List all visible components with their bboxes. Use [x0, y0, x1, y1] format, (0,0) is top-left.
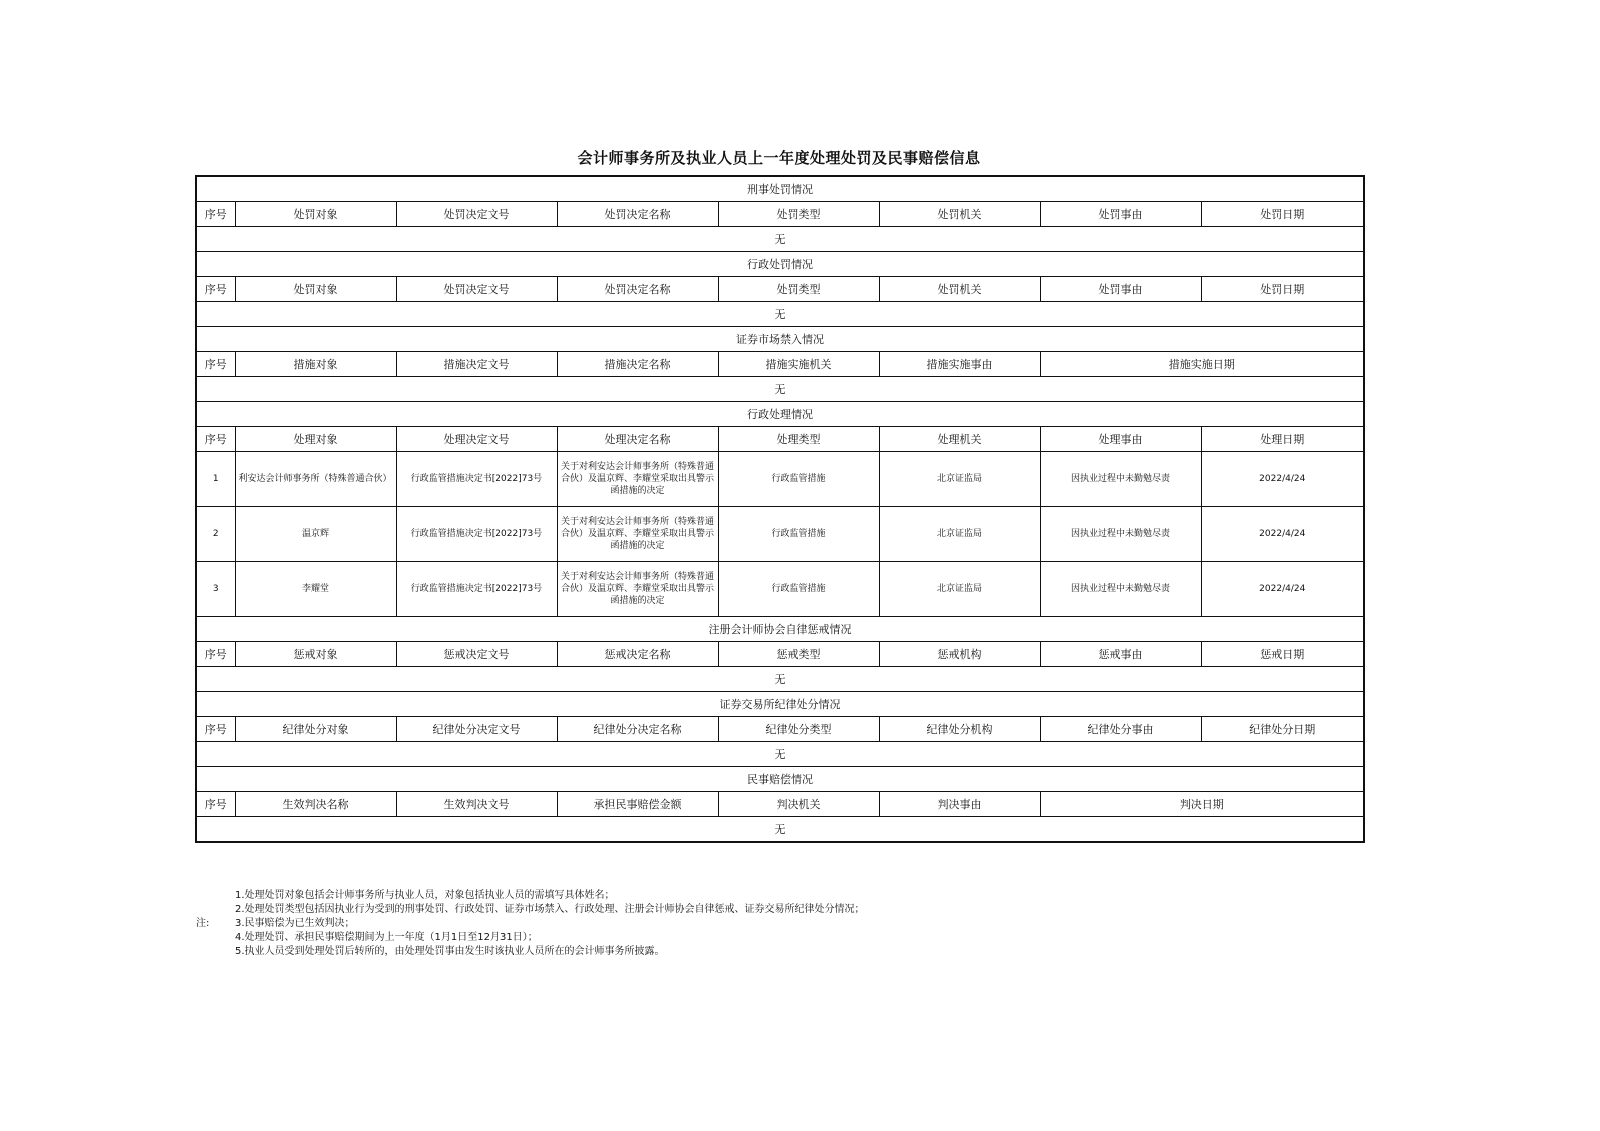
empty-cell: 无 — [196, 302, 1364, 327]
section-title-row — [196, 252, 1364, 277]
column-header: 纪律处分对象 — [235, 717, 396, 742]
column-header: 惩戒决定名称 — [557, 642, 718, 667]
table-cell: 北京证监局 — [879, 452, 1040, 507]
table-cell: 行政监管措施决定书[2022]73号 — [396, 452, 557, 507]
notes-list — [196, 889, 865, 959]
column-header: 判决日期 — [1040, 792, 1364, 817]
table-cell: 温京辉 — [235, 507, 396, 562]
empty-row — [196, 377, 1364, 402]
column-header: 处罚决定文号 — [396, 277, 557, 302]
column-header: 处理日期 — [1201, 427, 1364, 452]
table-cell: 关于对利安达会计师事务所（特殊普通合伙）及温京辉、李耀堂采取出具警示函措施的决定 — [557, 507, 718, 562]
table-cell: 2022/4/24 — [1201, 507, 1364, 562]
column-header: 纪律处分日期 — [1201, 717, 1364, 742]
column-header: 承担民事赔偿金额 — [557, 792, 718, 817]
note-item: 5.执业人员受到处理处罚后转所的，由处理处罚事由发生时该执业人员所在的会计师事务所披露。 — [235, 946, 665, 957]
column-header: 措施实施机关 — [718, 352, 879, 377]
section-title: 民事赔偿情况 — [196, 767, 1364, 792]
note-item: 4.处理处罚、承担民事赔偿期间为上一年度（1月1日至12月31日）； — [235, 932, 538, 943]
table-cell: 2022/4/24 — [1201, 562, 1364, 617]
section-title-row — [196, 617, 1364, 642]
column-header: 惩戒决定文号 — [396, 642, 557, 667]
table-cell: 行政监管措施 — [718, 452, 879, 507]
column-header: 处罚类型 — [718, 277, 879, 302]
empty-cell: 无 — [196, 377, 1364, 402]
column-header: 处罚对象 — [235, 277, 396, 302]
column-header: 处罚决定名称 — [557, 202, 718, 227]
column-header: 惩戒对象 — [235, 642, 396, 667]
column-header: 惩戒类型 — [718, 642, 879, 667]
empty-row — [196, 742, 1364, 767]
section-title-row — [196, 402, 1364, 427]
note-item: 2.处理处罚类型包括因执业行为受到的刑事处罚、行政处罚、证券市场禁入、行政处理、注册会计师协会自律惩戒、证券交易所纪律处分情况； — [235, 904, 865, 915]
table-row — [196, 507, 1364, 562]
table-cell: 2 — [196, 507, 235, 562]
column-header: 处理事由 — [1040, 427, 1201, 452]
table-row — [196, 562, 1364, 617]
column-header: 处罚事由 — [1040, 277, 1201, 302]
table-cell: 关于对利安达会计师事务所（特殊普通合伙）及温京辉、李耀堂采取出具警示函措施的决定 — [557, 562, 718, 617]
column-header: 处罚事由 — [1040, 202, 1201, 227]
column-header: 纪律处分类型 — [718, 717, 879, 742]
section-title: 注册会计师协会自律惩戒情况 — [196, 617, 1364, 642]
column-header: 纪律处分决定名称 — [557, 717, 718, 742]
column-header: 序号 — [196, 642, 235, 667]
column-header: 处罚决定名称 — [557, 277, 718, 302]
section-title: 证券交易所纪律处分情况 — [196, 692, 1364, 717]
empty-cell: 无 — [196, 667, 1364, 692]
table-cell: 因执业过程中未勤勉尽责 — [1040, 452, 1201, 507]
column-header: 处罚类型 — [718, 202, 879, 227]
section-title-row — [196, 767, 1364, 792]
section-title: 行政处理情况 — [196, 402, 1364, 427]
column-header: 纪律处分机构 — [879, 717, 1040, 742]
empty-cell: 无 — [196, 742, 1364, 767]
empty-row — [196, 227, 1364, 252]
column-header-row — [196, 717, 1364, 742]
note-item: 3.民事赔偿为已生效判决； — [235, 918, 355, 929]
empty-cell: 无 — [196, 817, 1364, 843]
column-header: 序号 — [196, 352, 235, 377]
table-cell: 北京证监局 — [879, 562, 1040, 617]
column-header: 措施决定名称 — [557, 352, 718, 377]
table-cell: 关于对利安达会计师事务所（特殊普通合伙）及温京辉、李耀堂采取出具警示函措施的决定 — [557, 452, 718, 507]
column-header: 处罚机关 — [879, 202, 1040, 227]
column-header: 惩戒日期 — [1201, 642, 1364, 667]
column-header: 判决机关 — [718, 792, 879, 817]
column-header-row — [196, 642, 1364, 667]
empty-row — [196, 667, 1364, 692]
column-header: 纪律处分事由 — [1040, 717, 1201, 742]
column-header: 惩戒机构 — [879, 642, 1040, 667]
column-header: 处理类型 — [718, 427, 879, 452]
column-header: 处理决定名称 — [557, 427, 718, 452]
section-title: 证券市场禁入情况 — [196, 327, 1364, 352]
table-cell: 行政监管措施 — [718, 562, 879, 617]
column-header: 纪律处分决定文号 — [396, 717, 557, 742]
note-item: 1.处理处罚对象包括会计师事务所与执业人员，对象包括执业人员的需填写具体姓名； — [235, 890, 615, 901]
column-header: 生效判决文号 — [396, 792, 557, 817]
empty-row — [196, 302, 1364, 327]
notes-block — [196, 889, 865, 959]
penalty-info-table — [195, 175, 1365, 843]
page-title: 会计师事务所及执业人员上一年度处理处罚及民事赔偿信息 — [577, 149, 981, 167]
column-header: 处罚机关 — [879, 277, 1040, 302]
column-header: 生效判决名称 — [235, 792, 396, 817]
column-header: 序号 — [196, 717, 235, 742]
table-cell: 北京证监局 — [879, 507, 1040, 562]
empty-row — [196, 817, 1364, 843]
column-header: 措施实施事由 — [879, 352, 1040, 377]
column-header: 处罚日期 — [1201, 277, 1364, 302]
empty-cell: 无 — [196, 227, 1364, 252]
table-row — [196, 452, 1364, 507]
column-header: 处罚决定文号 — [396, 202, 557, 227]
table-cell: 2022/4/24 — [1201, 452, 1364, 507]
notes-label: 注: — [196, 918, 210, 929]
table-cell: 因执业过程中未勤勉尽责 — [1040, 562, 1201, 617]
column-header: 处罚日期 — [1201, 202, 1364, 227]
column-header-row — [196, 277, 1364, 302]
column-header: 处罚对象 — [235, 202, 396, 227]
column-header: 序号 — [196, 277, 235, 302]
table-cell: 李耀堂 — [235, 562, 396, 617]
column-header: 序号 — [196, 427, 235, 452]
table-cell: 1 — [196, 452, 235, 507]
column-header: 措施决定文号 — [396, 352, 557, 377]
section-title: 刑事处罚情况 — [196, 176, 1364, 202]
column-header: 处理机关 — [879, 427, 1040, 452]
column-header: 序号 — [196, 792, 235, 817]
column-header-row — [196, 352, 1364, 377]
column-header: 惩戒事由 — [1040, 642, 1201, 667]
section-title-row — [196, 327, 1364, 352]
table-cell: 因执业过程中未勤勉尽责 — [1040, 507, 1201, 562]
table-cell: 利安达会计师事务所（特殊普通合伙） — [235, 452, 396, 507]
table-cell: 3 — [196, 562, 235, 617]
section-title-row — [196, 176, 1364, 202]
column-header-row — [196, 427, 1364, 452]
column-header: 判决事由 — [879, 792, 1040, 817]
section-title: 行政处罚情况 — [196, 252, 1364, 277]
table-cell: 行政监管措施 — [718, 507, 879, 562]
column-header: 措施实施日期 — [1040, 352, 1364, 377]
table-cell: 行政监管措施决定书[2022]73号 — [396, 562, 557, 617]
column-header: 处理决定文号 — [396, 427, 557, 452]
column-header: 处理对象 — [235, 427, 396, 452]
column-header-row — [196, 792, 1364, 817]
column-header: 措施对象 — [235, 352, 396, 377]
section-title-row — [196, 692, 1364, 717]
table-cell: 行政监管措施决定书[2022]73号 — [396, 507, 557, 562]
column-header: 序号 — [196, 202, 235, 227]
column-header-row — [196, 202, 1364, 227]
